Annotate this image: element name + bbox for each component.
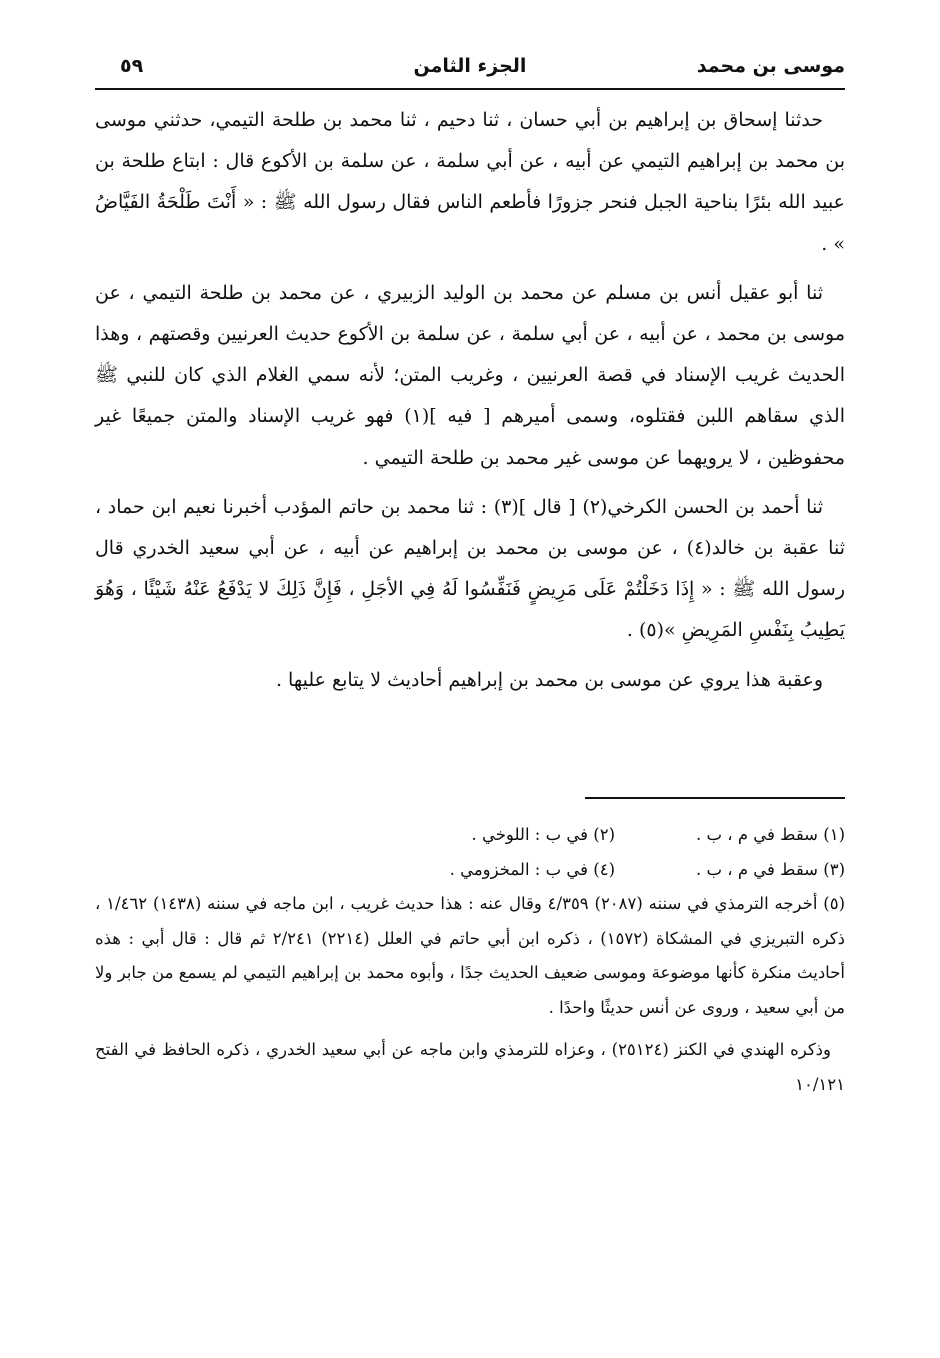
main-text <box>95 100 845 709</box>
footnote-2: (٢) في ب : اللوخي . <box>471 825 615 844</box>
paragraph-1: حدثنا إسحاق بن إبراهيم بن أبي حسان ، ثنا دحيم ، ثنا محمد بن طلحة التيمي، حدثني موسى بن محمد بن إبراهيم التيمي عن أبيه ، عن أبي سلمة ، عن سلمة بن الأكوع قال : ابتاع طلحة بن عبيد الله بئرًا بناحية الجبل فنحر جزورًا فأطعم الناس فقال رسول الله ﷺ : « أَنْتَ طَلْحَةُ الفَيَّاضُ » . <box>95 109 845 255</box>
header-rule <box>95 88 845 90</box>
footnote-3: (٣) سقط في م ، ب . <box>695 859 845 879</box>
footnote-row <box>95 818 845 853</box>
footnote-separator <box>585 797 845 799</box>
part-title: الجزء الثامن <box>413 55 527 77</box>
footnote-1: (١) سقط في م ، ب . <box>695 825 845 844</box>
footnote-5-continued: وذكره الهندي في الكنز (٢٥١٢٤) ، وعزاه للترمذي وابن ماجه عن أبي سعيد الخدري ، ذكره الحافظ في الفتح ١٠/١٢١ <box>95 1040 845 1094</box>
paragraph-2: ثنا أبو عقيل أنس بن مسلم عن محمد بن الوليد الزبيري ، عن محمد بن طلحة التيمي ، عن موسى بن محمد ، عن أبيه ، عن أبي سلمة ، عن سلمة بن الأكوع حديث العرنيين وقصتهم ، وهذا الحديث غريب الإسناد في قصة العرنيين ، وغريب المتن؛ لأنه سمي الغلام الذي كان للنبي ﷺ الذي سقاهم اللبن فقتلوه، وسمى أميرهم [ فيه ](١) فهو غريب الإسناد والمتن جميعًا غير محفوظين ، لا يرويهما عن موسى غير محمد بن طلحة التيمي . <box>95 281 846 469</box>
footnotes <box>95 818 845 1102</box>
paragraph-3: ثنا أحمد بن الحسن الكرخي(٢) [ قال ](٣) : ثنا محمد بن حاتم المؤدب أخبرنا نعيم ابن حماد ، ثنا عقبة بن خالد(٤) ، عن موسى بن محمد بن إبراهيم عن أبيه ، عن أبي سعيد الخدري قال رسول الله ﷺ : « إِذَا دَخَلْتُمْ عَلَى مَرِيضٍ فَنَفِّسُوا لَهُ فِي الأجَلِ ، فَإِنَّ ذَلِكَ لا يَدْفَعُ عَنْهُ شَيْئًا ، وَهُوَ يَطِيبُ بِنَفْسِ المَرِيضِ »(٥) . <box>95 495 845 642</box>
running-title: موسى بن محمد <box>696 55 845 77</box>
paragraph-4: وعقبة هذا يروي عن موسى بن محمد بن إبراهيم أحاديث لا يتابع عليها . <box>275 668 823 691</box>
footnote-4: (٤) في ب : المخزومي . <box>449 859 615 879</box>
footnote-gap <box>95 1025 845 1033</box>
footnote-row <box>95 853 845 888</box>
footnote-5: (٥) أخرجه الترمذي في سننه (٢٠٨٧) ٤/٣٥٩ وقال عنه : هذا حديث غريب ، ابن ماجه في سننه (١٤٣٨) ١/٤٦٢ ، ذكره التبريزي في المشكاة (١٥٧٢) ، ذكره ابن أبي حاتم في العلل (٢٢١٤) ٢/٢٤١ ثم قال : قال أبي : هذه أحاديث منكرة كأنها موضوعة وموسى ضعيف الحديث جدًا ، وأبوه محمد بن إبراهيم التيمي لم يسمع من جابر ولا من أبي سعيد ، وروى عن أنس حديثًا واحدًا . <box>95 894 845 1017</box>
page-number: ٥٩ <box>120 55 144 77</box>
